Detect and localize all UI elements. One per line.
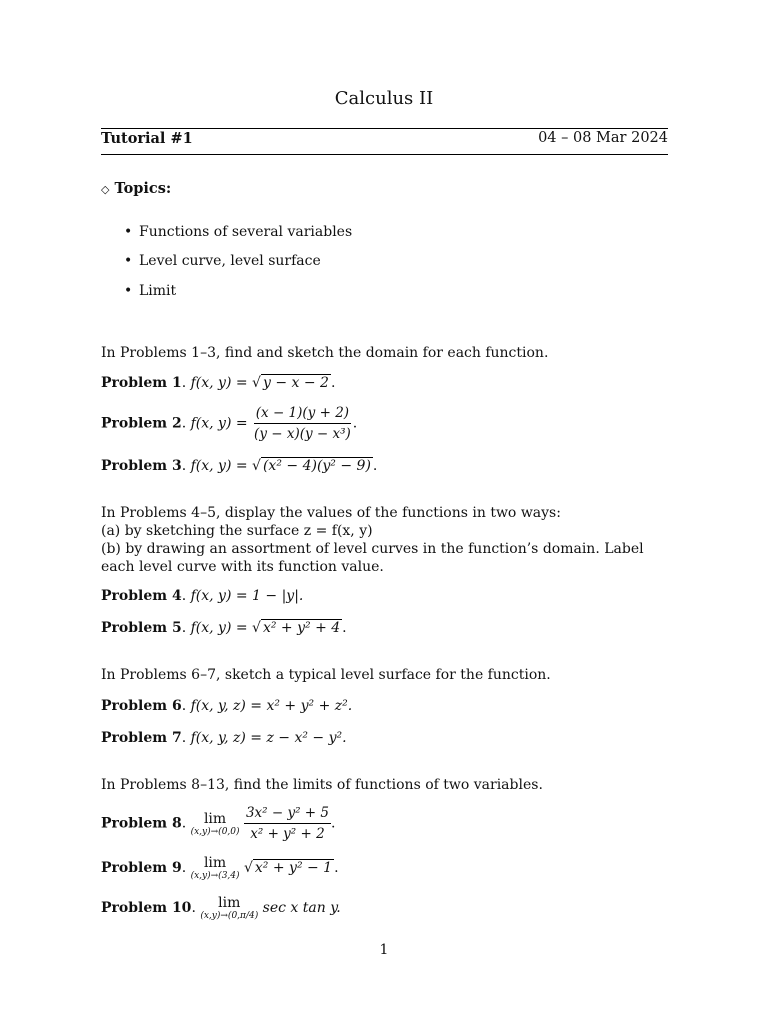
fraction: $\frac{\text{3x² − y² + 5}}{\text{x² + y² + 2}}$: [245, 805, 329, 842]
header-rule-bottom: [101, 154, 668, 155]
problem-label: Problem 5: [101, 620, 182, 636]
problem-label: Problem 1: [101, 375, 182, 391]
problem-4: Problem 4. f(x, y) = 1 − |y|.: [101, 588, 304, 604]
page-number: 1: [379, 942, 389, 958]
bullet-icon: •: [124, 224, 133, 240]
tutorial-dates: 04 – 08 Mar 2024: [538, 130, 668, 146]
problem-label: Problem 8: [101, 815, 182, 832]
sqrt-radicand: y − x − 2: [262, 375, 329, 391]
limit-operator: lim (x,y)→(3,4): [190, 855, 240, 881]
problem-9: Problem 9. lim (x,y)→(3,4) √ x² + y² − 1 .: [101, 855, 339, 881]
problem-5: Problem 5. f(x, y) = √ x² + y² + 4 .: [101, 620, 347, 636]
section-intro-limits: In Problems 8–13, find the limits of functions of two variables.: [101, 777, 543, 793]
problem-label: Problem 2: [101, 415, 182, 432]
sqrt-radicand: x² + y² + 4: [262, 620, 341, 636]
section-intro-domain: In Problems 1–3, find and sketch the domain for each function.: [101, 345, 549, 361]
topic-item: • Level curve, level surface: [124, 253, 321, 269]
section-intro-level-surface: In Problems 6–7, sketch a typical level surface for the function.: [101, 667, 551, 683]
topic-item: • Limit: [124, 283, 177, 299]
problem-8: Problem 8. lim (x,y)→(0,0) $\frac{\text{3x² − y² + 5}}{\text{x² + y² + 2}}$ .: [101, 805, 336, 842]
problem-10: Problem 10. lim (x,y)→(0,π/4) sec x tan y.: [101, 895, 341, 921]
problem-label: Problem 3: [101, 458, 182, 474]
fraction: $\frac{(x - 1)(y + 2)}{\text{(y − x)(y − x³)}}$: [254, 405, 351, 442]
bullet-icon: •: [124, 283, 133, 299]
limit-operator: lim (x,y)→(0,π/4): [200, 895, 259, 921]
header-rule-top: [101, 128, 668, 129]
problem-2: Problem 2. f(x, y) = $\frac{(x - 1)(y + 2)}{\text{(y − x)(y − x³)}}$ .: [101, 405, 358, 442]
problem-label: Problem 6: [101, 698, 182, 714]
problem-label: Problem 9: [101, 860, 182, 876]
bullet-icon: •: [124, 253, 133, 269]
topics-label: Topics:: [114, 180, 172, 197]
document-title: Calculus II: [334, 88, 434, 109]
problem-3: Problem 3. f(x, y) = √ (x² − 4)(y² − 9) .: [101, 458, 378, 474]
section-intro-level-curves: In Problems 4–5, display the values of the functions in two ways: (a) by sketching the surface z = f(x, y) (b) by drawing an assortment of level curves in the function’s domain. Label each level curve with its function value.: [101, 505, 644, 575]
topic-item: • Functions of several variables: [124, 224, 353, 240]
problem-7: Problem 7. f(x, y, z) = z − x² − y².: [101, 730, 347, 746]
topics-heading: [101, 180, 171, 197]
problem-6: Problem 6. f(x, y, z) = x² + y² + z².: [101, 698, 353, 714]
diamond-icon: ◇: [101, 183, 110, 196]
problem-1: Problem 1. f(x, y) = √ y − x − 2 .: [101, 375, 336, 391]
limit-operator: lim (x,y)→(0,0): [190, 810, 240, 837]
problem-label: Problem 10: [101, 900, 192, 916]
problem-label: Problem 7: [101, 730, 182, 746]
problem-label: Problem 4: [101, 588, 182, 604]
sqrt-radicand: x² + y² − 1: [254, 860, 333, 876]
tutorial-number: Tutorial #1: [101, 130, 193, 147]
sqrt-radicand: (x² − 4)(y² − 9): [262, 458, 371, 474]
